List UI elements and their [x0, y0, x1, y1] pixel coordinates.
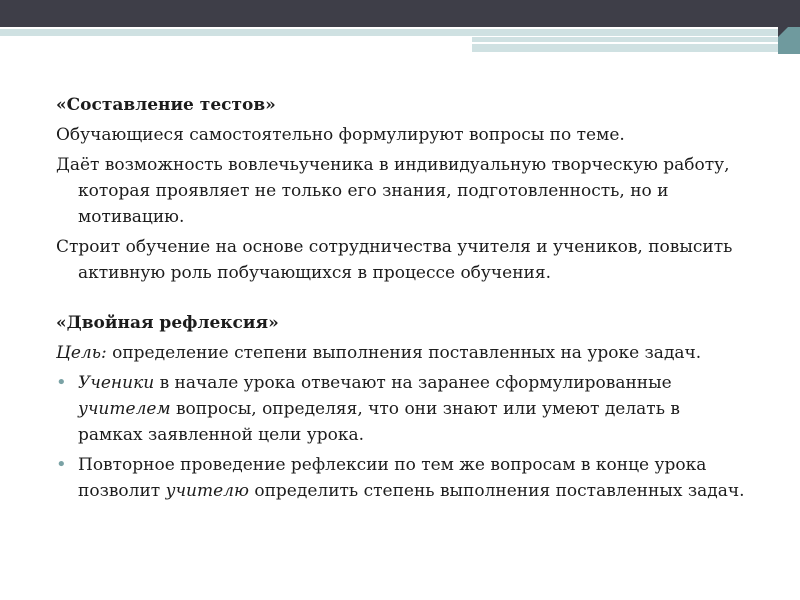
bullet-item [56, 452, 746, 504]
bullet-emphasis: учителем [78, 399, 171, 419]
bullet-text: в начале урока отвечают на заранее сформулированные [154, 373, 672, 393]
goal-label: Цель: [56, 343, 107, 363]
spacer [56, 290, 746, 310]
bullet-text: вопросы, определяя, что они знают или умеют делать в рамках заявленной цели урока. [78, 399, 680, 445]
bullet-emphasis: Ученики [78, 373, 155, 393]
paragraph: Строит обучение на основе сотрудничества учителя и учеников, повысить активную роль побучающихся в процессе обучения. [56, 237, 733, 283]
top-bar [0, 0, 800, 27]
header-accent-stripe-1 [472, 37, 778, 42]
section-title-reflection: «Двойная рефлексия» [56, 313, 279, 333]
goal-paragraph [56, 340, 746, 366]
goal-text: определение степени выполнения поставленных на уроке задач. [106, 343, 702, 363]
slide-content [56, 92, 746, 508]
paragraph: Обучающиеся самостоятельно формулируют вопросы по теме. [56, 125, 625, 145]
bullet-text: Повторное проведение рефлексии по тем же вопросам в конце урока позволит [78, 455, 707, 501]
section-title-tests: «Составление тестов» [56, 95, 276, 115]
bullet-emphasis: учителю [165, 481, 249, 501]
bullet-item [56, 370, 746, 448]
paragraph: Даёт возможность вовлечьученика в индивидуальную творческую работу, которая проявляет не только его знания, подготовленность, но и мотивацию. [56, 155, 730, 227]
bullet-text: определить степень выполнения поставленных задач. [248, 481, 745, 501]
corner-fold [778, 27, 788, 37]
header-stripe [0, 29, 800, 36]
header-accent-stripe-2 [472, 44, 778, 52]
